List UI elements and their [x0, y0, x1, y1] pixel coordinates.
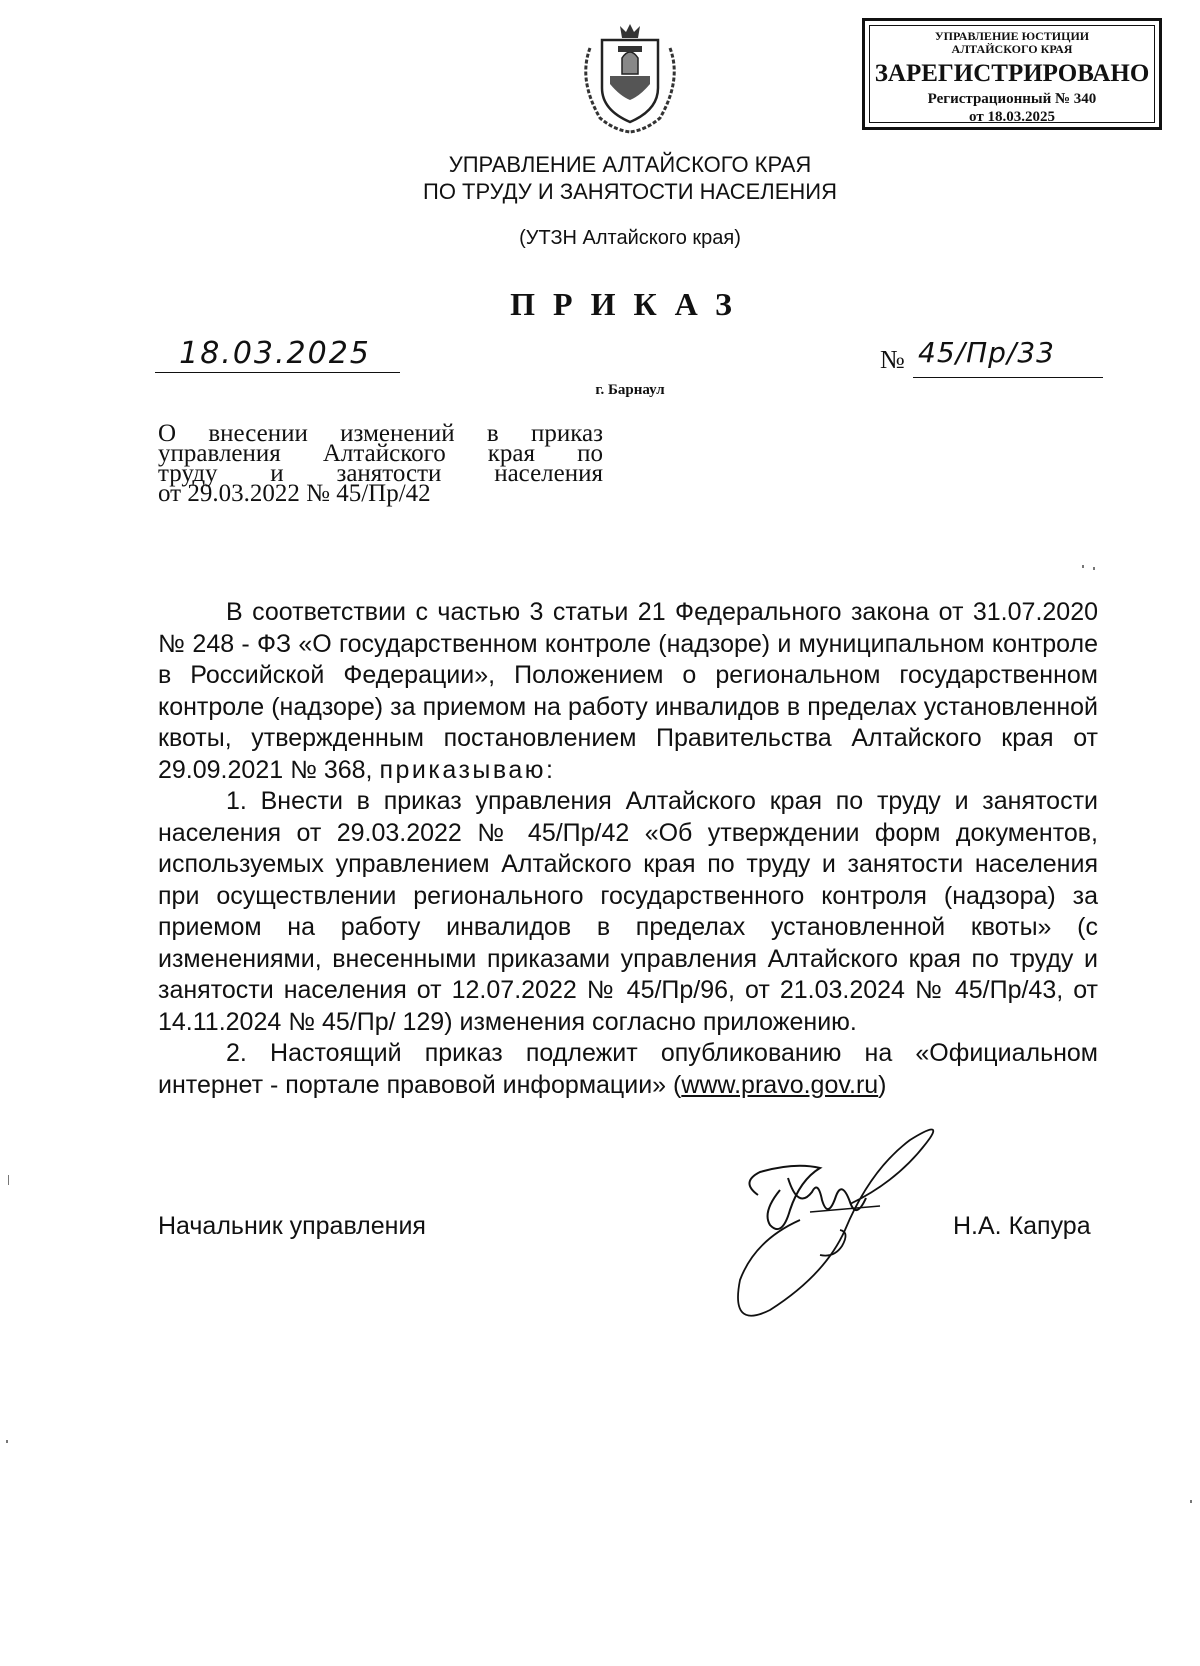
preamble-text: В соответствии с частью 3 статьи 21 Федерального закона от 31.07.2020 № 248 - ФЗ «О государственном контроле (надзоре) и муниципальном контроле в Российской Федерации», Положением о региональном государственном контроле (надзоре) за приемом на работу инвалидов в пределах установленной квоты, утвержденным постановлением Правительства Алтайского края от 29.09.2021 № 368,	[158, 598, 1098, 784]
subject-line4: от 29.03.2022 № 45/Пр/42	[158, 480, 431, 507]
date-underline	[155, 372, 400, 373]
coat-of-arms-emblem	[570, 18, 690, 136]
preamble-paragraph	[158, 597, 1098, 786]
scan-speck	[1190, 1500, 1192, 1503]
item-2-paragraph	[158, 1038, 1098, 1101]
signatory-name: Н.А. Капура	[953, 1212, 1091, 1240]
subject-line1: О внесении изменений в приказ	[158, 420, 603, 447]
handwritten-order-number: 45/Пр/33	[918, 336, 1055, 369]
stamp-reg-number: Регистрационный № 340	[927, 91, 1097, 107]
org-name-line1: УПРАВЛЕНИЕ АЛТАЙСКОГО КРАЯ	[448, 152, 812, 177]
org-name-line2: ПО ТРУДУ И ЗАНЯТОСТИ НАСЕЛЕНИЯ	[423, 179, 837, 204]
number-label: №	[880, 345, 905, 374]
stamp-status: ЗАРЕГИСТРИРОВАНО	[874, 60, 1150, 87]
registration-stamp	[862, 18, 1162, 130]
pravo-portal-link[interactable]: www.pravo.gov.ru	[681, 1070, 879, 1099]
number-underline	[913, 377, 1103, 378]
scan-speck	[8, 1175, 9, 1185]
item-2-text: 2. Настоящий приказ подлежит опубликованию на «Официальном интернет - портале правовой информации» (	[158, 1039, 1098, 1099]
order-subject	[158, 420, 603, 507]
signatory-title: Начальник управления	[158, 1212, 426, 1240]
organization-abbreviation: (УТЗН Алтайского края)	[519, 227, 741, 249]
city-name: г. Барнаул	[595, 382, 665, 398]
stamp-org-line1: УПРАВЛЕНИЕ ЮСТИЦИИ	[934, 29, 1090, 43]
handwritten-signature	[700, 1120, 945, 1320]
scan-speck	[6, 1440, 8, 1443]
item-1-paragraph: 1. Внести в приказ управления Алтайского края по труду и занятости населения от 29.03.2022 № 45/Пр/42 «Об утверждении форм документов, используемых управлением Алтайского края по труду и занятости населения при осуществлении регионального государственного контроля (надзора) за приемом на работу инвалидов в пределах установленной квоты» (с изменениями, внесенными приказами управления Алтайского края по труду и занятости населения от 12.07.2022 № 45/Пр/96, от 21.03.2024 № 45/Пр/43, от 14.11.2024 № 45/Пр/ 129) изменения согласно приложению.	[158, 787, 1098, 1036]
scan-speck	[1093, 567, 1095, 570]
organization-name	[0, 151, 1200, 205]
decree-word: приказываю:	[379, 755, 556, 784]
stamp-org-line2: АЛТАЙСКОГО КРАЯ	[951, 42, 1073, 56]
subject-line3: труду и занятости населения	[158, 460, 603, 487]
scan-speck	[1082, 565, 1084, 568]
document-type-title: ПРИКАЗ	[510, 286, 750, 322]
item-2-end: )	[878, 1070, 887, 1099]
handwritten-date: 18.03.2025	[179, 336, 371, 371]
order-body	[158, 597, 1098, 1101]
subject-line2: управления Алтайского края по	[158, 440, 603, 467]
stamp-reg-date: от 18.03.2025	[969, 109, 1055, 125]
